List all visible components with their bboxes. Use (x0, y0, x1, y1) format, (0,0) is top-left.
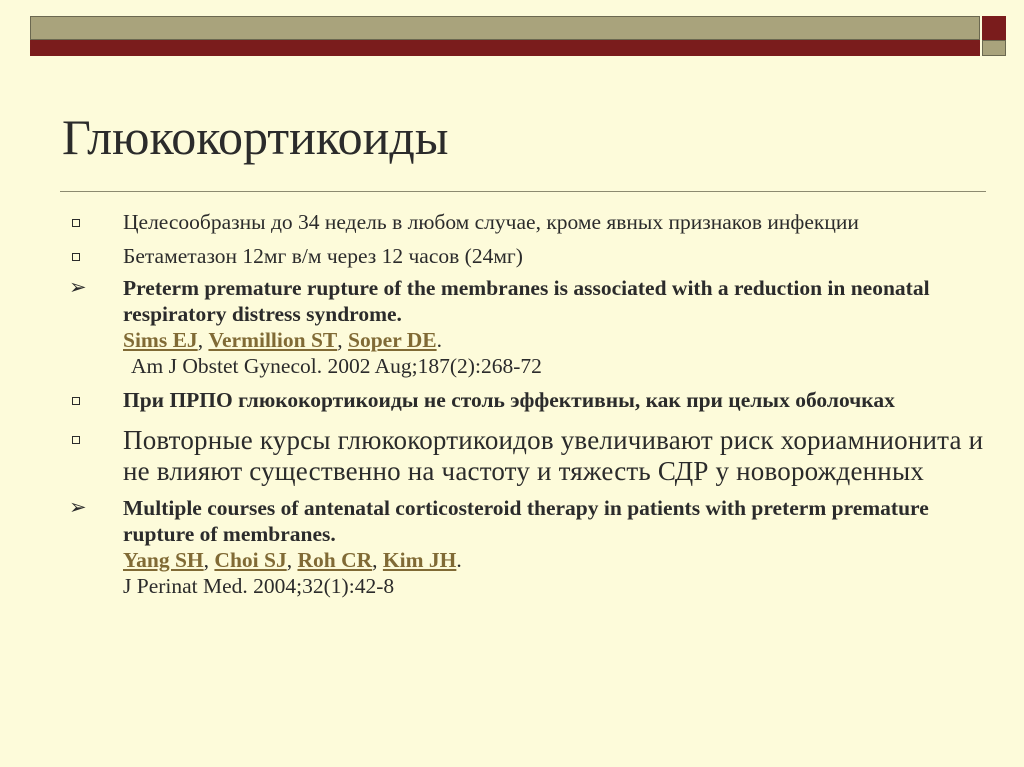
square-bullet-icon (72, 253, 80, 261)
reference-item (60, 275, 990, 379)
corner-block-maroon (982, 16, 1006, 40)
square-bullet-icon (72, 436, 80, 444)
bullet-item (60, 387, 990, 413)
square-bullet-icon (72, 397, 80, 405)
author-link[interactable]: Roh CR (297, 548, 373, 572)
author-link[interactable]: Soper DE (348, 328, 437, 352)
corner-block-olive (982, 40, 1006, 56)
bullet-text: При ПРПО глюкокортикоиды не столь эффективны, как при целых оболочках (123, 388, 895, 412)
reference-authors: Yang SH, Choi SJ, Roh CR, Kim JH. (123, 548, 462, 572)
reference-title: Multiple courses of antenatal corticosteroid therapy in patients with preterm premature rupture of membranes. (123, 496, 929, 546)
bullet-text: Бетаметазон 12мг в/м через 12 часов (24мг) (123, 244, 523, 268)
header-bar-maroon (30, 40, 980, 56)
reference-title: Preterm premature rupture of the membranes is associated with a reduction in neonatal respiratory distress syndrome. (123, 276, 930, 326)
header-decoration-bar (30, 16, 980, 56)
header-bar-olive (30, 16, 980, 40)
bullet-text: Повторные курсы глюкокортикоидов увеличивают риск хориамнионита и не влияют существенно на частоту и тяжесть СДР у новорожденных (123, 425, 984, 486)
author-link[interactable]: Yang SH (123, 548, 204, 572)
reference-authors: Sims EJ, Vermillion ST, Soper DE. (123, 328, 442, 352)
author-link[interactable]: Vermillion ST (208, 328, 338, 352)
slide-title: Глюкокортикоиды (62, 109, 449, 165)
author-link[interactable]: Kim JH (382, 548, 457, 572)
author-link[interactable]: Sims EJ (123, 328, 198, 352)
reference-citation: J Perinat Med. 2004;32(1):42-8 (123, 574, 395, 598)
author-link[interactable]: Choi SJ (214, 548, 287, 572)
slide-content (60, 210, 990, 599)
arrow-bullet-icon: ➢ (69, 495, 87, 519)
reference-item (60, 495, 990, 599)
title-divider (60, 191, 986, 192)
reference-citation: Am J Obstet Gynecol. 2002 Aug;187(2):268-72 (131, 354, 542, 378)
arrow-bullet-icon: ➢ (69, 275, 87, 299)
bullet-text: Целесообразны до 34 недель в любом случае, кроме явных признаков инфекции (123, 210, 859, 234)
square-bullet-icon (72, 219, 80, 227)
bullet-item (60, 425, 990, 487)
bullet-item (60, 244, 990, 269)
bullet-item (60, 210, 990, 235)
